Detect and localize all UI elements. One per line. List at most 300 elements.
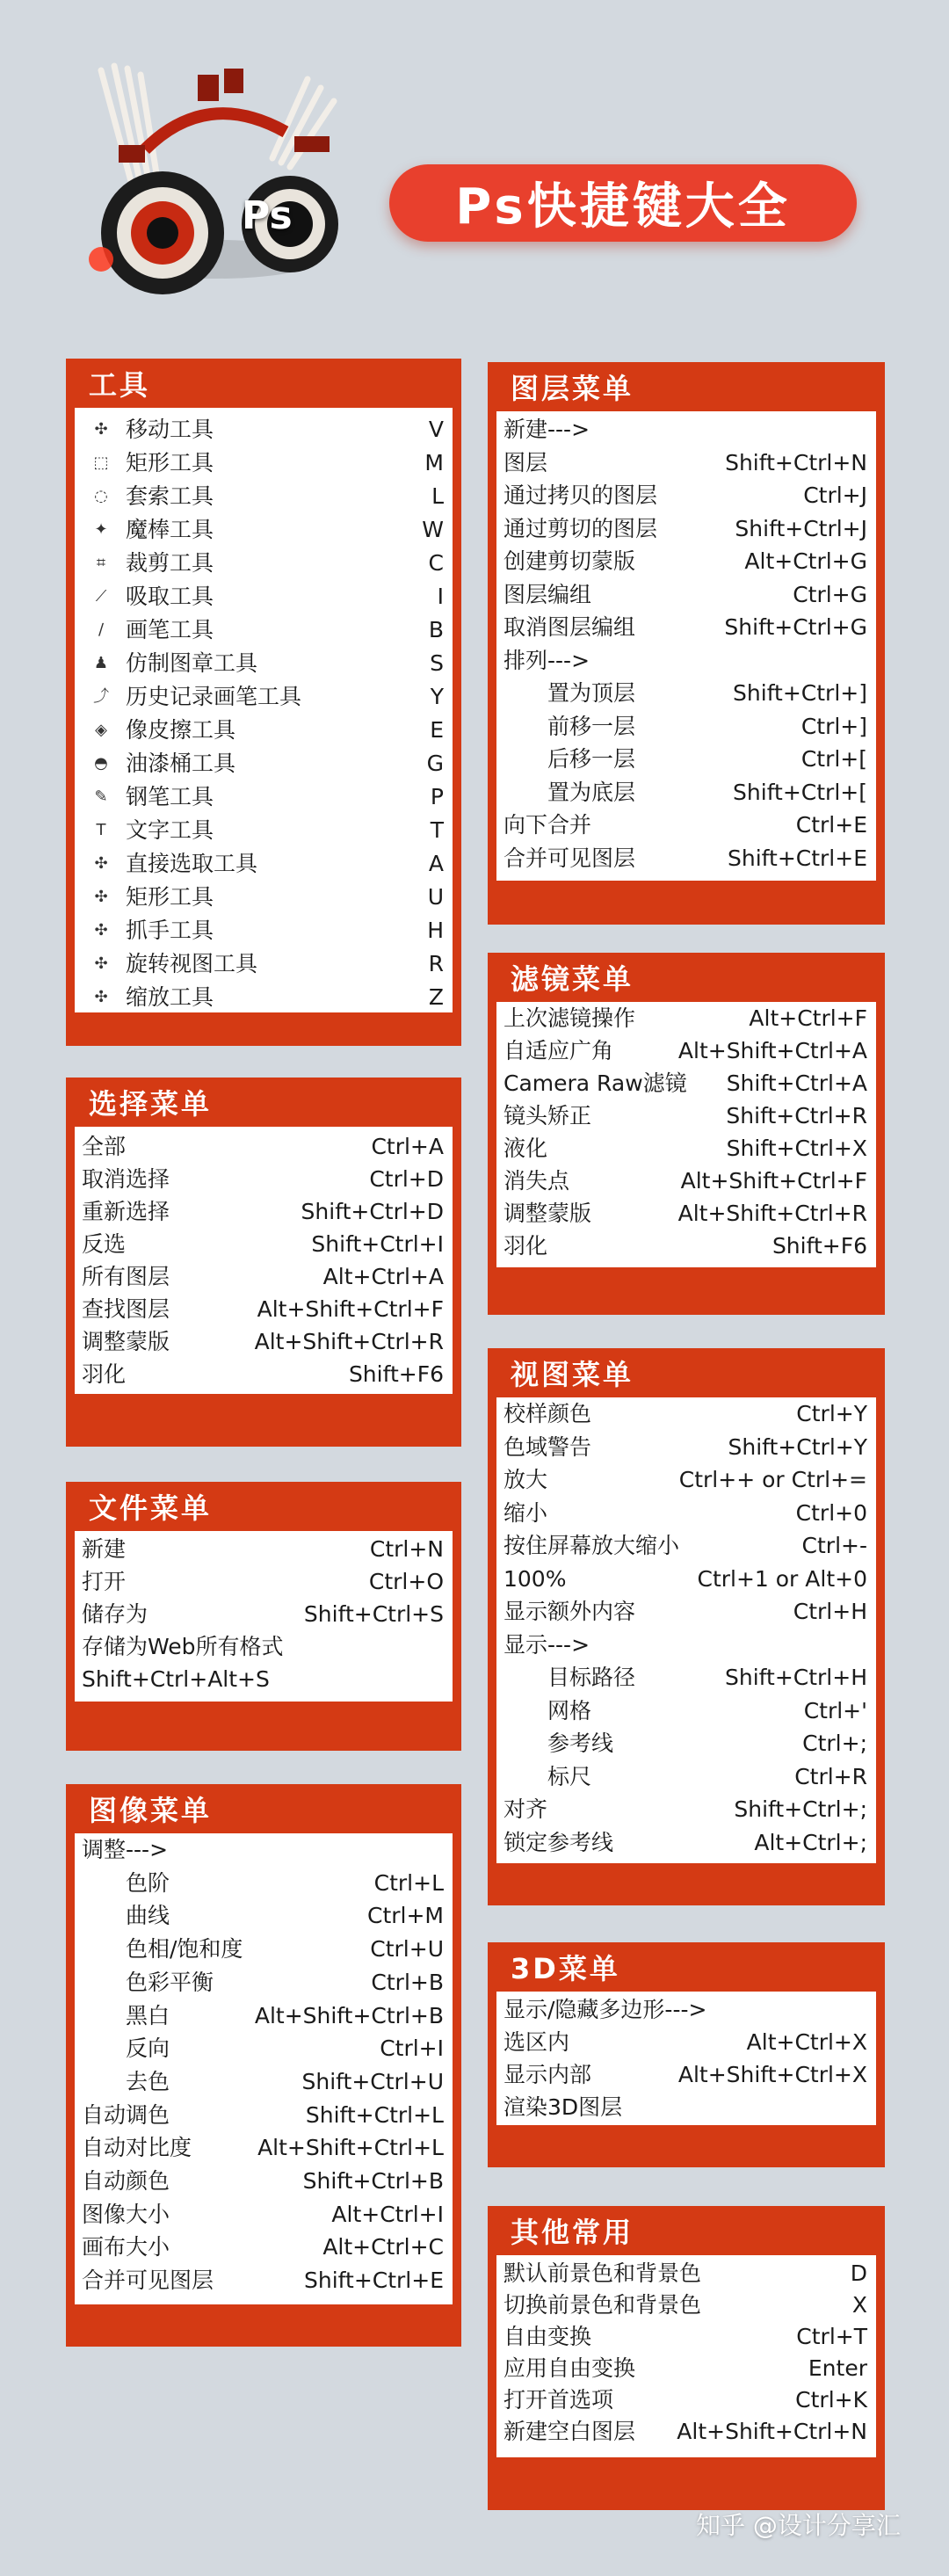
shortcut-key: Alt+Shift+Ctrl+F [257,1296,444,1322]
shortcut-row [75,1134,453,1160]
shortcut-label: 油漆桶工具 [126,751,236,776]
shortcut-key: Shift+Ctrl+] [733,680,867,706]
shortcut-row [75,2003,453,2029]
shortcut-key: Ctrl+R [794,1764,867,1789]
shortcut-row [496,1201,876,1227]
shortcut-row [496,1500,876,1527]
shortcut-label: 通过拷贝的图层 [503,483,658,508]
shortcut-key: Ctrl+I [380,2035,444,2061]
shortcut-label: 图像大小 [82,2202,170,2227]
view-menu-list [496,1397,876,1863]
shortcut-row [75,717,453,744]
shortcut-label: 默认前景色和背景色 [503,2260,702,2286]
shortcut-key: C [428,550,444,576]
shortcut-row [496,516,876,542]
shortcut-row [496,746,876,773]
shortcut-row [75,1870,453,1897]
shortcut-label: 创建剪切蒙版 [503,548,636,574]
shortcut-key: B [428,617,444,642]
shortcut-label: 直接选取工具 [126,851,258,876]
shortcut-label: 文字工具 [126,817,214,843]
shortcut-label: 取消选择 [82,1166,170,1192]
shortcut-key: Shift+Ctrl+U [301,2069,444,2094]
file-menu-panel [66,1482,461,1751]
shortcut-label: 锁定参考线 [503,1830,614,1855]
shortcut-row [75,1666,453,1693]
layer-menu-panel [488,362,885,925]
shortcut-key: Y [430,684,444,709]
shortcut-label: 按住屏幕放大缩小 [503,1533,680,1558]
shortcut-key: Alt+Shift+Ctrl+F [680,1168,867,1194]
shortcut-row [75,784,453,810]
watermark: 知乎 @设计分享汇 [696,2511,901,2540]
stamp-icon: ♟ [93,654,109,672]
shortcut-key: Ctrl+B [371,1970,444,1995]
shortcut-key: Shift+Ctrl+D [301,1199,444,1224]
shortcut-row [496,1233,876,1259]
shortcut-key: Alt+Ctrl+C [322,2234,444,2260]
shortcut-key: D [850,2260,867,2286]
shortcut-label: 像皮擦工具 [126,717,236,743]
shortcut-row [496,1731,876,1757]
shortcut-row [75,884,453,911]
shortcut-row [496,1997,876,2023]
other-title: 其他常用 [511,2216,634,2249]
shortcut-key: V [428,417,444,442]
shortcut-label: 重新选择 [82,1199,170,1224]
shortcut-label: 调整蒙版 [82,1329,170,1354]
shortcut-row [496,2292,876,2318]
shortcut-label: 矩形工具 [126,884,214,910]
shortcut-label: 羽化 [82,1361,127,1387]
shortcut-row [496,1467,876,1493]
shortcut-key: Ctrl+[ [800,746,867,772]
shortcut-row [496,2260,876,2287]
shortcut-key: Shift+Ctrl+E [304,2268,444,2293]
shortcut-row [75,918,453,944]
view-menu-panel [488,1348,885,1905]
shortcut-key: Ctrl+A [371,1134,444,1159]
shortcut-label: 镜头矫正 [503,1103,592,1128]
shortcut-key: S [430,650,444,676]
shortcut-label: 缩小 [503,1500,548,1526]
shortcut-label: 反选 [82,1231,127,1257]
shortcut-key: Ctrl+M [367,1903,444,1928]
image-menu-panel [66,1784,461,2347]
shortcut-label: 向下合并 [503,812,592,838]
filter-menu-list [496,1002,876,1267]
shortcut-label: 选区内 [503,2029,570,2055]
shortcut-row [496,1533,876,1559]
shortcut-row [75,2234,453,2260]
shortcut-label: 色相/饱和度 [126,1936,243,1962]
shortcut-key: M [424,450,444,475]
shortcut-row [496,1796,876,1823]
shortcut-key: Ctrl+1 or Alt+0 [697,1566,867,1592]
shortcut-row [75,1296,453,1323]
shortcut-label: 参考线 [547,1731,614,1756]
shortcut-row [75,650,453,677]
shortcut-key: Ctrl+T [796,2324,867,2349]
shortcut-label: 合并可见图层 [82,2268,214,2293]
direct-select-icon: ✣ [94,854,108,873]
shortcut-row [496,2324,876,2350]
shortcut-key: Ctrl+U [370,1936,444,1962]
shortcut-label: 查找图层 [82,1296,170,1322]
shortcut-row [75,617,453,643]
hand-icon: ✣ [94,921,108,940]
image-menu-list [75,1833,453,2304]
shortcut-label: 通过剪切的图层 [503,516,658,541]
shortcut-label: 切换前景色和背景色 [503,2292,702,2318]
history-brush-icon: ⤴ [93,687,109,706]
shortcut-row [496,1038,876,1064]
select-menu-title: 选择菜单 [89,1087,213,1121]
shortcut-key: Ctrl+G [793,582,867,607]
crop-icon: ⌗ [96,554,106,572]
shortcut-row [75,1166,453,1193]
3d-menu-list [496,1992,876,2125]
eraser-icon: ◈ [95,721,107,739]
layer-menu-list [496,411,876,881]
shortcut-label: 显示内部 [503,2062,592,2087]
shortcut-label: 标尺 [547,1764,592,1789]
shortcut-label: 放大 [503,1467,548,1492]
shortcut-key: Shift+Ctrl+N [725,450,867,475]
shortcut-row [75,1936,453,1963]
shortcut-key: Ctrl+; [802,1731,867,1756]
shortcut-key: X [851,2292,867,2318]
shortcut-label: 应用自由变换 [503,2355,636,2381]
shortcut-row [496,680,876,707]
shortcut-key: H [427,918,444,943]
shortcut-row [75,2135,453,2161]
shortcut-key: Ctrl+E [795,812,867,838]
shortcut-row [75,2202,453,2228]
shortcut-key: Ctrl+' [803,1698,867,1723]
shortcut-row [75,851,453,877]
shortcut-label: 历史记录画笔工具 [126,684,302,709]
shortcut-row [496,1599,876,1625]
shortcut-row [496,2355,876,2382]
shortcut-label: 曲线 [126,1903,170,1928]
shortcut-row [75,684,453,710]
shortcut-row [496,1070,876,1097]
paint-bucket-icon: ◓ [94,754,108,773]
eyedropper-icon: ⟋ [95,587,107,606]
shortcut-label: 羽化 [503,1233,548,1259]
shortcut-row [75,584,453,610]
shortcut-key: G [426,751,444,776]
shortcut-row [75,1329,453,1355]
shortcut-key: I [437,584,444,609]
shortcut-key: Shift+Ctrl+; [734,1796,867,1822]
shortcut-row [75,817,453,844]
shortcut-label: 消失点 [503,1168,570,1194]
hero-logo-text: Ps [242,193,293,238]
shortcut-row [75,984,453,1011]
other-panel [488,2206,885,2510]
shortcut-key: Alt+Shift+Ctrl+L [257,2135,444,2160]
shortcut-label: Shift+Ctrl+Alt+S [82,1666,270,1692]
zoom-icon: ✣ [94,988,108,1006]
shortcut-key: Shift+Ctrl+J [735,516,867,541]
shortcut-label: 液化 [503,1136,548,1161]
shortcut-label: 合并可见图层 [503,845,636,871]
shortcut-row [75,517,453,543]
shortcut-label: 钢笔工具 [126,784,214,809]
shortcut-label: 储存为 [82,1601,149,1627]
shortcut-key: Alt+Ctrl+G [744,548,867,574]
shortcut-label: 自由变换 [503,2324,592,2349]
shortcut-key: Shift+F6 [348,1361,444,1387]
shortcut-label: 自适应广角 [503,1038,614,1063]
shortcut-label: 上次滤镜操作 [503,1005,636,1031]
shortcut-row [496,780,876,806]
shortcut-row [496,1434,876,1461]
shortcut-row [75,2069,453,2095]
shortcut-label: 显示额外内容 [503,1599,636,1624]
shortcut-label: 后移一层 [547,746,636,772]
rectangle-icon: ✣ [94,888,108,906]
shortcut-key: Ctrl+D [369,1166,444,1192]
shortcut-label: 图层 [503,450,548,475]
tools-panel [66,359,461,1046]
shortcut-label: 调整---> [82,1837,169,1862]
hero-robot-illustration [83,53,400,316]
shortcut-label: 显示---> [503,1632,590,1658]
view-menu-title: 视图菜单 [511,1358,634,1391]
shortcut-key: Ctrl+L [373,1870,444,1896]
shortcut-row [496,582,876,608]
shortcut-label: 新建---> [503,417,590,442]
shortcut-key: Z [428,984,444,1010]
shortcut-row [496,1103,876,1129]
shortcut-label: 旋转视图工具 [126,951,258,976]
type-icon: T [96,821,106,839]
shortcut-label: 移动工具 [126,417,214,442]
shortcut-row [75,1903,453,1929]
layer-menu-title: 图层菜单 [511,372,634,405]
shortcut-row [496,1168,876,1194]
shortcut-label: 置为顶层 [547,680,636,706]
shortcut-row [75,1361,453,1388]
shortcut-key: Enter [808,2355,867,2381]
magic-wand-icon: ✦ [94,520,108,539]
marquee-icon: ⬚ [93,454,109,472]
tools-list [75,408,453,1012]
shortcut-label: 打开 [82,1569,127,1594]
move-icon: ✣ [94,420,108,439]
shortcut-key: L [431,483,444,509]
shortcut-row [496,1665,876,1691]
shortcut-label: 排列---> [503,648,590,673]
shortcut-key: Alt+Shift+Ctrl+R [677,1201,867,1226]
shortcut-key: Alt+Shift+Ctrl+A [677,1038,867,1063]
shortcut-key: Shift+Ctrl+[ [733,780,867,805]
shortcut-row [496,1566,876,1593]
filter-menu-panel [488,953,885,1315]
shortcut-key: Shift+Ctrl+B [302,2168,444,2194]
shortcut-row [496,2419,876,2445]
shortcut-key: Ctrl++ or Ctrl+= [678,1467,867,1492]
shortcut-label: 吸取工具 [126,584,214,609]
shortcut-row [75,1970,453,1996]
shortcut-row [496,483,876,509]
shortcut-label: 存储为Web所有格式 [82,1634,284,1659]
shortcut-row [496,648,876,674]
tools-title: 工具 [89,368,151,402]
shortcut-key: R [428,951,444,976]
shortcut-label: 校样颜色 [503,1401,592,1426]
shortcut-key: Ctrl+N [369,1536,444,1562]
shortcut-label: 全部 [82,1134,127,1159]
shortcut-label: 自动对比度 [82,2135,192,2160]
shortcut-row [496,2029,876,2056]
shortcut-row [75,1199,453,1225]
shortcut-row [75,1536,453,1563]
shortcut-row [75,417,453,443]
shortcut-label: 缩放工具 [126,984,214,1010]
shortcut-key: Alt+Shift+Ctrl+X [677,2062,867,2087]
shortcut-row [75,483,453,510]
shortcut-row [496,1005,876,1032]
page-title: Ps快捷键大全 [389,164,857,242]
shortcut-row [496,2094,876,2121]
shortcut-row [496,1136,876,1162]
shortcut-key: Alt+Ctrl+I [331,2202,444,2227]
shortcut-label: 图层编组 [503,582,592,607]
shortcut-key: Alt+Ctrl+F [749,1005,867,1031]
shortcut-key: Shift+Ctrl+Y [728,1434,867,1460]
shortcut-key: Alt+Ctrl+A [322,1264,444,1289]
shortcut-key: Ctrl+] [800,714,867,739]
shortcut-label: 魔棒工具 [126,517,214,542]
shortcut-label: 置为底层 [547,780,636,805]
shortcut-label: 色彩平衡 [126,1970,214,1995]
shortcut-row [75,2035,453,2062]
shortcut-key: Ctrl+0 [795,1500,867,1526]
shortcut-label: 新建 [82,1536,127,1562]
shortcut-label: 画布大小 [82,2234,170,2260]
shortcut-key: Shift+Ctrl+E [728,845,867,871]
3d-menu-title: 3D菜单 [511,1952,620,1985]
shortcut-row [496,2387,876,2413]
shortcut-key: Ctrl+K [795,2387,867,2413]
shortcut-row [75,550,453,577]
shortcut-label: 前移一层 [547,714,636,739]
shortcut-key: Shift+Ctrl+S [303,1601,444,1627]
shortcut-row [75,1634,453,1660]
shortcut-label: 取消图层编组 [503,614,636,640]
shortcut-key: Shift+Ctrl+L [305,2102,444,2128]
shortcut-label: 色域警告 [503,1434,592,1460]
shortcut-row [496,2062,876,2088]
brush-icon: ∕ [98,620,105,639]
3d-menu-panel [488,1942,885,2167]
shortcut-row [75,1601,453,1628]
shortcut-key: Alt+Shift+Ctrl+B [254,2003,444,2028]
shortcut-label: 自动颜色 [82,2168,170,2194]
shortcut-row [496,1698,876,1724]
shortcut-label: Camera Raw滤镜 [503,1070,687,1096]
shortcut-key: U [427,884,444,910]
shortcut-key: Ctrl+- [801,1533,867,1558]
shortcut-key: A [428,851,444,876]
shortcut-row [496,417,876,443]
shortcut-key: Shift+Ctrl+R [726,1103,867,1128]
shortcut-label: 色阶 [126,1870,170,1896]
shortcut-key: Ctrl+O [368,1569,444,1594]
shortcut-row [496,812,876,838]
shortcut-row [496,450,876,476]
shortcut-row [496,1764,876,1790]
shortcut-key: Shift+Ctrl+I [311,1231,444,1257]
shortcut-label: 渲染3D图层 [503,2094,623,2120]
shortcut-row [75,450,453,476]
shortcut-row [75,2168,453,2195]
shortcut-row [496,548,876,575]
shortcut-key: Shift+Ctrl+A [726,1070,867,1096]
select-menu-panel [66,1078,461,1447]
shortcut-key: Shift+Ctrl+G [724,614,867,640]
shortcut-label: 去色 [126,2069,170,2094]
shortcut-row [496,845,876,872]
shortcut-row [75,1569,453,1595]
rotate-view-icon: ✣ [94,954,108,973]
shortcut-label: 新建空白图层 [503,2419,636,2444]
shortcut-label: 调整蒙版 [503,1201,592,1226]
shortcut-key: Ctrl+Y [796,1401,867,1426]
shortcut-label: 反向 [126,2035,170,2061]
shortcut-label: 100% [503,1566,567,1592]
shortcut-label: 目标路径 [547,1665,636,1690]
shortcut-label: 所有图层 [82,1264,170,1289]
shortcut-key: Shift+F6 [772,1233,867,1259]
shortcut-row [496,1401,876,1427]
shortcut-label: 画笔工具 [126,617,214,642]
shortcut-key: Alt+Shift+Ctrl+N [677,2419,867,2444]
shortcut-key: P [430,784,444,809]
shortcut-label: 套索工具 [126,483,214,509]
shortcut-label: 对齐 [503,1796,548,1822]
shortcut-label: 仿制图章工具 [126,650,258,676]
shortcut-label: 显示/隐藏多边形---> [503,1997,707,2022]
shortcut-label: 黑白 [126,2003,170,2028]
shortcut-row [75,2268,453,2294]
shortcut-label: 网格 [547,1698,592,1723]
shortcut-key: T [430,817,444,843]
other-list [496,2255,876,2457]
shortcut-row [75,1837,453,1863]
shortcut-key: E [430,717,444,743]
shortcut-key: Alt+Ctrl+X [746,2029,867,2055]
shortcut-key: Shift+Ctrl+X [726,1136,867,1161]
shortcut-row [75,751,453,777]
shortcut-key: W [422,517,444,542]
shortcut-row [496,1632,876,1658]
shortcut-key: Ctrl+H [793,1599,867,1624]
shortcut-key: Alt+Ctrl+; [754,1830,867,1855]
pen-icon: ✎ [94,787,108,806]
shortcut-label: 抓手工具 [126,918,214,943]
image-menu-title: 图像菜单 [89,1794,213,1827]
shortcut-key: Alt+Shift+Ctrl+R [254,1329,444,1354]
file-menu-list [75,1531,453,1702]
shortcut-row [75,2102,453,2129]
shortcut-row [496,614,876,641]
shortcut-key: Ctrl+J [803,483,867,508]
